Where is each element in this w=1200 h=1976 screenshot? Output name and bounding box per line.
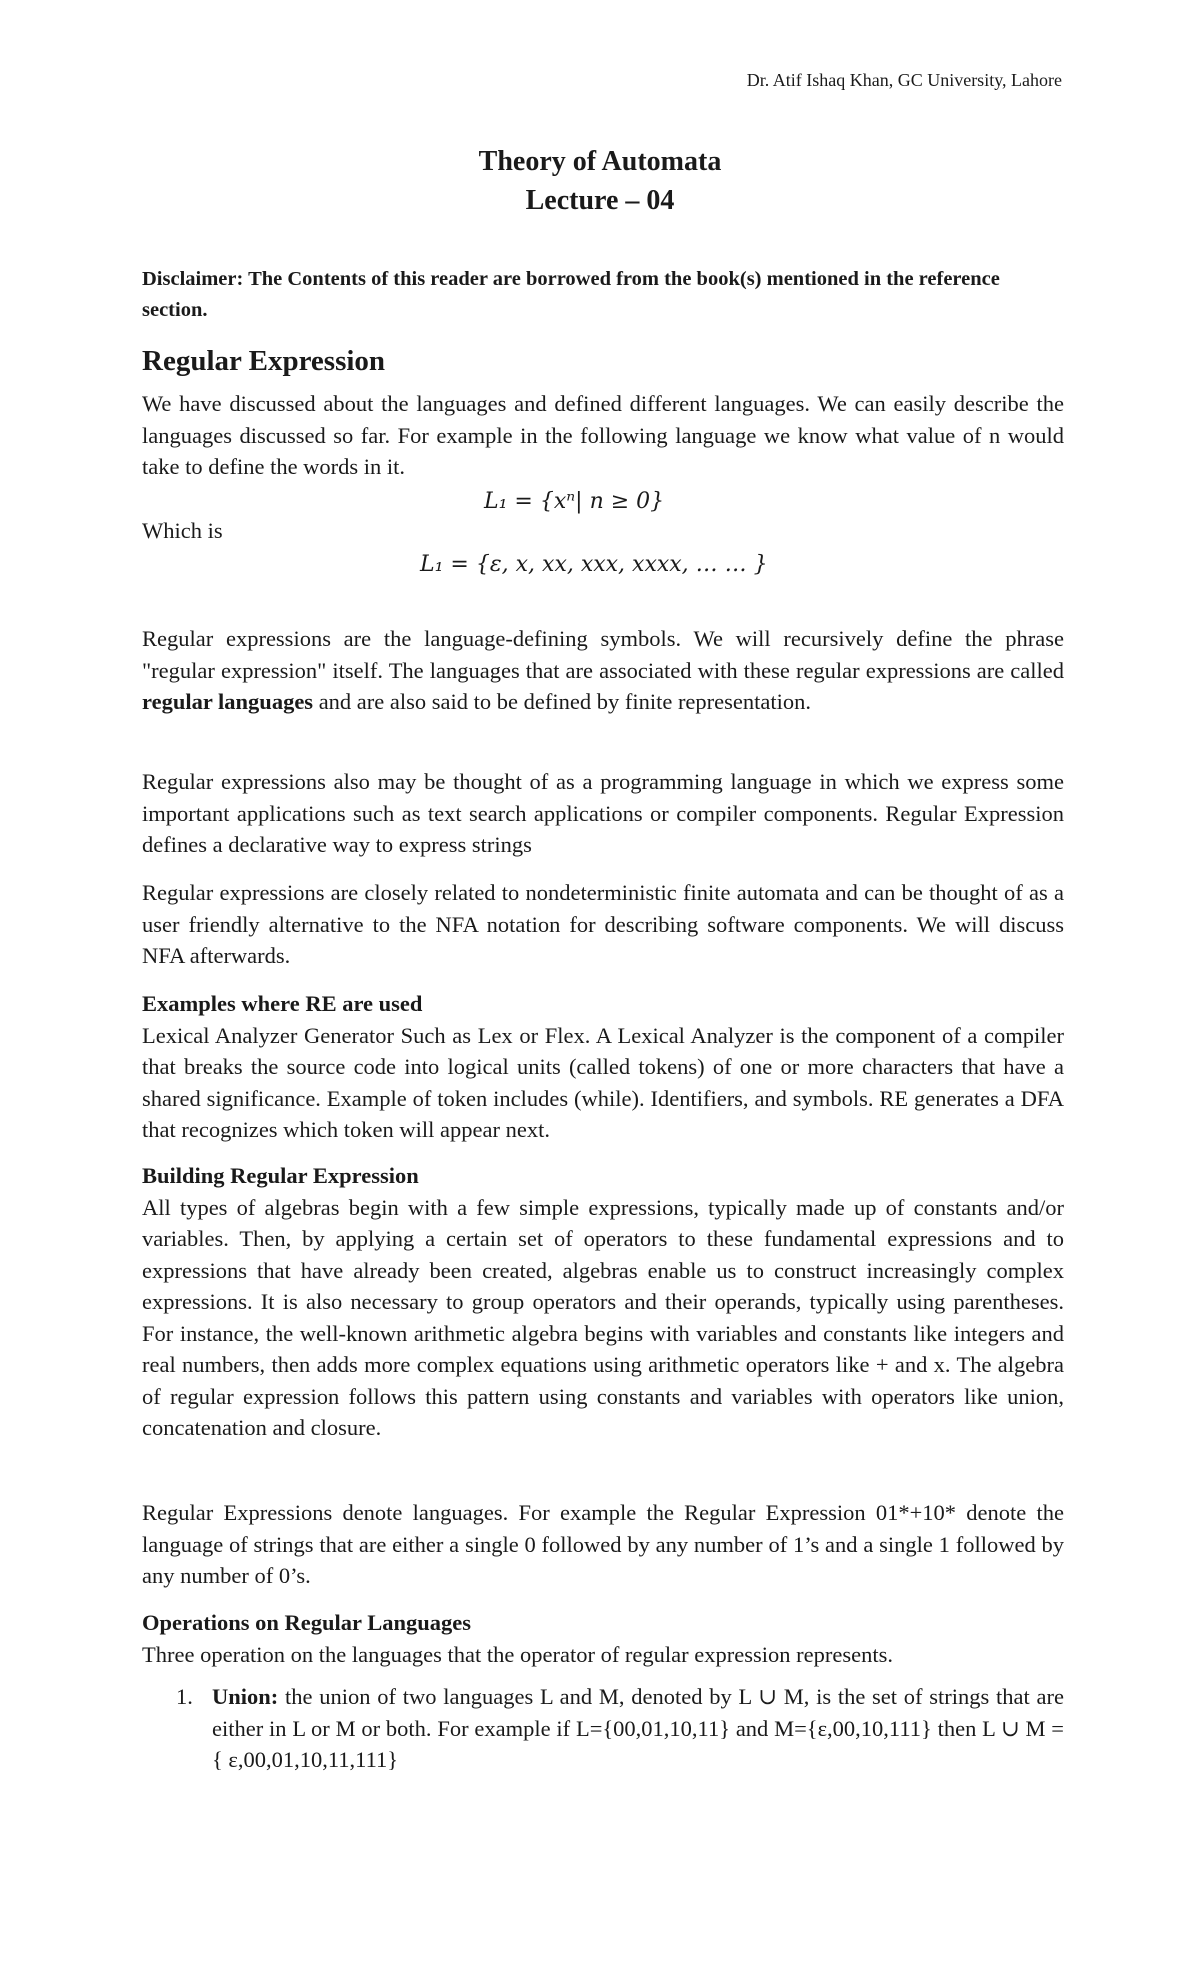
paragraph-1	[142, 623, 1064, 718]
section-title: Regular Expression	[142, 345, 386, 377]
list-item-union	[142, 1681, 1064, 1776]
operations-text: Three operation on the languages that the operator of regular expression represents.	[142, 1641, 893, 1667]
union-text: the union of two languages L and M, denoted by L ∪ M, is the set of strings that are either in L or M or both. For example if L={00,01,10,11} and M={ε,00,10,111} then L ∪ M = { ε,00,01,10,11,111}	[212, 1684, 1064, 1772]
section-intro	[142, 388, 1064, 483]
p3-text: Regular expressions are closely related to nondeterministic finite automata and can be thought of as a user friendly alternative to the NFA notation for describing software components. We will discuss NFA afterwards.	[142, 880, 1064, 968]
paragraph-3	[142, 877, 1064, 972]
which-is-label	[142, 515, 1064, 547]
formula-2: L₁ = {ε, x, xx, xxx, xxxx, … … }	[420, 552, 768, 577]
p1-text-a: Regular expressions are the language-defining symbols. We will recursively define the phrase "regular expression" itself. The languages that are associated with these regular expressions are called	[142, 626, 1064, 683]
p1-text-b: and are also said to be defined by finite representation.	[313, 689, 812, 714]
building-heading: Building Regular Expression	[142, 1163, 419, 1188]
p1-bold-term: regular languages	[142, 689, 314, 714]
examples-section	[142, 988, 1064, 1146]
paragraph-2	[142, 766, 1064, 861]
which-is-text: Which is	[142, 518, 223, 543]
operations-heading: Operations on Regular Languages	[142, 1610, 471, 1635]
building-section-2	[142, 1497, 1064, 1592]
intro-paragraph: We have discussed about the languages and defined different languages. We can easily describe the languages discussed so far. For example in the following language we know what value of n would take to define the words in it.	[142, 391, 1064, 479]
building-text-2: Regular Expressions denote languages. For example the Regular Expression 01*+10* denote the language of strings that are either a single 0 followed by any number of 1’s and a single 1 followed by any number of 0’s.	[142, 1500, 1064, 1588]
operations-section	[142, 1607, 1064, 1670]
header-author: Dr. Atif Ishaq Khan, GC University, Lahore	[746, 70, 1062, 90]
disclaimer: Disclaimer: The Contents of this reader are borrowed from the book(s) mentioned in the reference section.	[142, 268, 1000, 321]
examples-text: Lexical Analyzer Generator Such as Lex or Flex. A Lexical Analyzer is the component of a compiler that breaks the source code into logical units (called tokens) of one or more characters that have a shared significance. Example of token includes (while). Identifiers, and symbols. RE generates a DFA that recognizes which token will appear next.	[142, 1022, 1064, 1142]
building-text: All types of algebras begin with a few simple expressions, typically made up of constants and/or variables. Then, by applying a certain set of operators to these fundamental expressions and to expressions that have already been created, algebras enable us to construct increasingly complex expressions. It is also necessary to group operators and their operands, typically using parentheses. For instance, the well-known arithmetic algebra begins with variables and constants like integers and real numbers, then adds more complex equations using arithmetic operators like + and x. The algebra of regular expression follows this pattern using constants and variables with operators like union, concatenation and closure.	[142, 1194, 1064, 1440]
p2-text: Regular expressions also may be thought of as a programming language in which we express some important applications such as text search applications or compiler components. Regular Expression defines a declarative way to express strings	[142, 769, 1064, 857]
list-number: 1.	[176, 1684, 193, 1709]
union-label: Union:	[212, 1684, 279, 1709]
examples-heading: Examples where RE are used	[142, 991, 423, 1016]
document-title	[0, 142, 1200, 220]
title-line-1: Theory of Automata	[478, 146, 722, 177]
building-section	[142, 1160, 1064, 1444]
title-line-2: Lecture – 04	[525, 185, 675, 216]
formula-1: L₁ = {xⁿ| n ≥ 0}	[484, 489, 665, 514]
operations-list	[142, 1681, 1064, 1776]
